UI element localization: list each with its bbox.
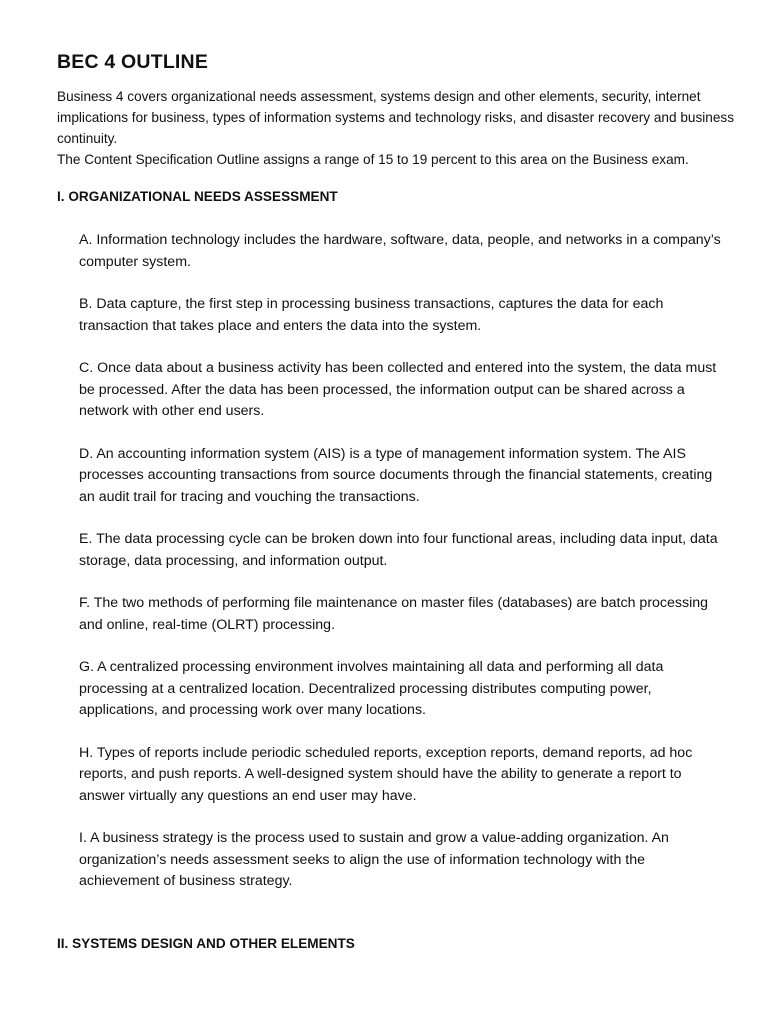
- outline-item: G. A centralized processing environment involves maintaining all data and performing all data processing at a centralized location. Decentralized processing distributes computing power, applications, and processing work over many locations.: [79, 659, 664, 718]
- outline-item: D. An accounting information system (AIS) is a type of management information system. The AIS processes accounting transactions from source documents through the financial statements, creating an audit trail for tracing and vouching the transactions.: [79, 445, 713, 505]
- section-heading: I. ORGANIZATIONAL NEEDS ASSESSMENT: [57, 189, 338, 204]
- document-title: BEC 4 OUTLINE: [57, 51, 209, 73]
- outline-item: B. Data capture, the first step in processing business transactions, captures the data for each transaction that takes place and enters the data into the system.: [79, 296, 664, 334]
- outline-item: E. The data processing cycle can be broken down into four functional areas, including data input, data storage, data processing, and information output.: [79, 531, 718, 569]
- outline-item: H. Types of reports include periodic scheduled reports, exception reports, demand reports, ad hoc reports, and push reports. A well-designed system should have the ability to generate a report to answer virtually any questions an end user may have.: [79, 744, 693, 804]
- outline-item: F. The two methods of performing file maintenance on master files (databases) are batch processing and online, real-time (OLRT) processing.: [79, 595, 709, 633]
- outline-item: C. Once data about a business activity has been collected and entered into the system, the data must be processed. After the data has been processed, the information output can be shared across a network with other end users.: [79, 360, 717, 419]
- outline-item: A. Information technology includes the hardware, software, data, people, and networks in a company’s computer system.: [79, 232, 721, 270]
- section-heading: II. SYSTEMS DESIGN AND OTHER ELEMENTS: [57, 936, 355, 951]
- outline-item-list: [79, 230, 729, 914]
- intro-paragraph: The Content Specification Outline assigns a range of 15 to 19 percent to this area on the Business exam.: [57, 152, 689, 167]
- outline-item: I. A business strategy is the process used to sustain and grow a value-adding organization. An organization’s needs assessment seeks to align the use of information technology with the achievement of business strategy.: [79, 830, 669, 889]
- intro-paragraph: Business 4 covers organizational needs assessment, systems design and other elements, security, internet implications for business, types of information systems and technology risks, and disaster recovery and business continuity.: [57, 89, 734, 146]
- intro-block: [57, 86, 737, 170]
